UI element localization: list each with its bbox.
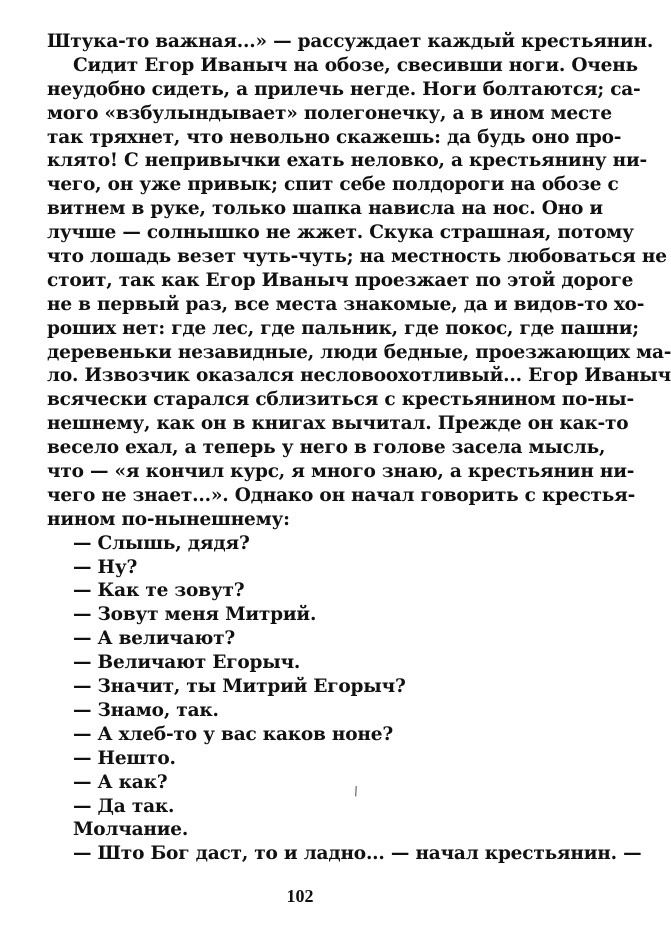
dialogue-line: — А хлеб-то у вас каков ноне? <box>73 723 393 745</box>
text-line: чего, он уже привык; спит себе полдороги на обозе с <box>47 174 619 196</box>
text-line: Штука-то важная...» — рассуждает каждый крестьянин. <box>47 31 654 52</box>
text-line: чего не знает...». Однако он начал говорить с крестья- <box>47 484 636 506</box>
dialogue-line: — Да так. <box>73 795 175 817</box>
dialogue-line: — А как? <box>73 771 168 793</box>
text-line: всячески старался сблизиться с крестьянином по-ны- <box>47 389 634 411</box>
text-line: стоит, так как Егор Иваныч проезжает по этой дороге <box>47 269 634 291</box>
text-line: витнем в руке, только шапка нависла на нос. Оно и <box>47 198 603 220</box>
dialogue-line: — Знамо, так. <box>73 699 219 721</box>
text-line: роших нет: где лес, где пальник, где покос, где пашни; <box>47 317 639 339</box>
dialogue-line: — А величают? <box>73 628 236 650</box>
stray-mark-icon: \ <box>351 783 361 799</box>
text-line: лучше — солнышко не жжет. Скука страшная, потому <box>47 222 634 244</box>
text-line: так тряхнет, что невольно скажешь: да будь оно про- <box>47 126 622 148</box>
text-line: неудобно сидеть, а прилечь негде. Ноги болтаются; са- <box>47 78 641 100</box>
text-line: нешнему, как он в книгах вычитал. Прежде он как-то <box>47 413 629 435</box>
text-line: мого «взбулындывает» полегонечку, а в ином месте <box>47 102 612 124</box>
page-number: 102 <box>286 886 314 906</box>
text-line: деревеньки незавидные, люди бедные, проезжающих ма- <box>47 341 671 363</box>
text-line: что лошадь везет чуть-чуть; на местность любоваться не <box>47 246 667 268</box>
text-line: ло. Извозчик оказался несловоохотливый... Егор Иваныч <box>47 365 671 387</box>
text-line: не в первый раз, все места знакомые, да и видов-то хо- <box>47 293 645 315</box>
text-line: нином по-нынешнему: <box>47 508 290 530</box>
dialogue-line: — Зовут меня Митрий. <box>73 604 317 626</box>
page-text <box>47 30 671 866</box>
dialogue-line: — Што Бог даст, то и ладно... — начал крестьянин. — <box>73 843 642 865</box>
text-line: весело ехал, а теперь у него в голове засела мысль, <box>47 437 606 459</box>
dialogue-line: — Как те зовут? <box>73 580 245 602</box>
text-line: что — «я кончил курс, я много знаю, а крестьянин ни- <box>47 461 635 483</box>
text-line: Молчание. <box>73 819 189 841</box>
dialogue-line: — Величают Егорыч. <box>73 652 301 674</box>
dialogue-line: — Ну? <box>73 556 138 578</box>
dialogue-line: — Значит, ты Митрий Егорыч? <box>73 676 406 698</box>
text-line: клято! С непривычки ехать неловко, а крестьянину ни- <box>47 150 648 172</box>
text-line: Сидит Егор Иваныч на обозе, свесивши ноги. Очень <box>73 54 638 76</box>
dialogue-line: — Слышь, дядя? <box>73 532 250 554</box>
dialogue-line: — Нешто. <box>73 747 176 769</box>
